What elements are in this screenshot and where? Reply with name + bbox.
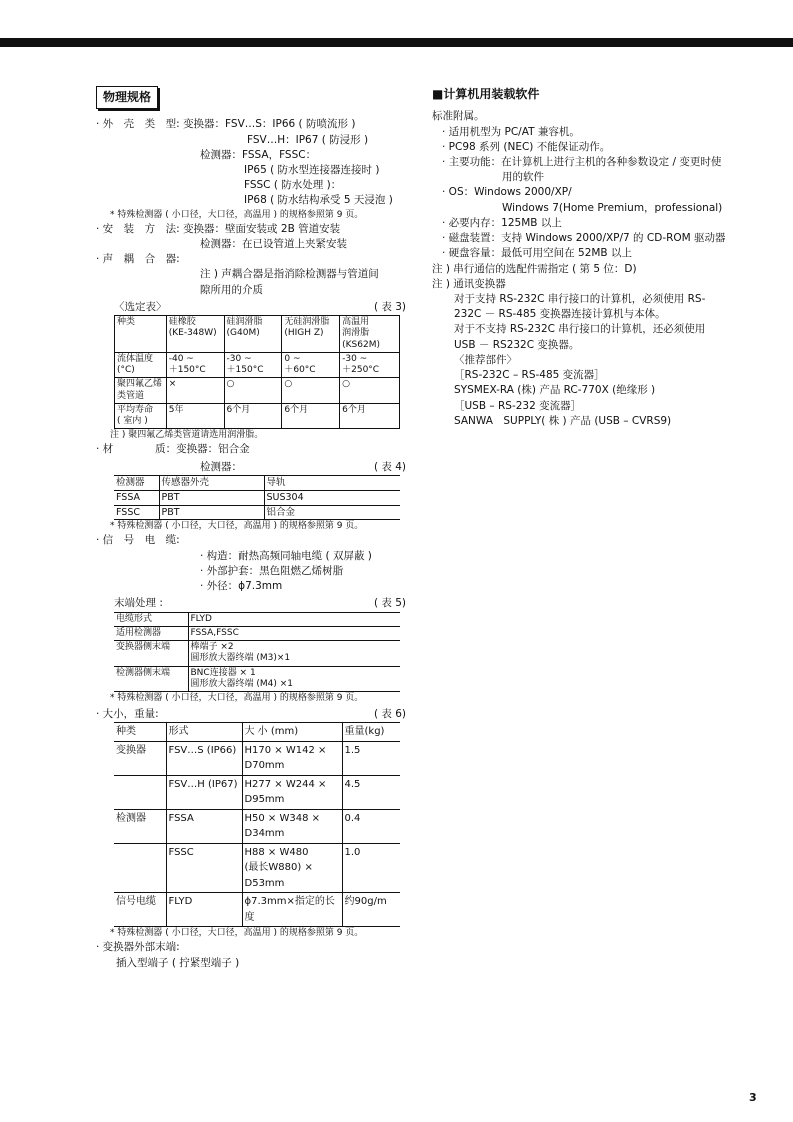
coupling-label: · 声 耦 合 器: bbox=[96, 253, 180, 266]
ext-label: · 变换器外部末端: bbox=[96, 941, 180, 954]
table3-row bbox=[115, 378, 400, 404]
material-row-2 bbox=[96, 460, 406, 475]
cable-line-1: · 外部护套：黑色阻燃乙烯树脂 bbox=[200, 564, 344, 577]
table6-caption-row bbox=[96, 707, 406, 722]
table4-cell: 铝合金 bbox=[264, 505, 400, 520]
table3-cell: 6个月 bbox=[224, 403, 282, 429]
table6-row bbox=[114, 741, 400, 775]
table6-cell: 变换器 bbox=[114, 741, 166, 775]
table6-cell bbox=[114, 843, 166, 893]
software-line: · 适用机型为 PC/AT 兼容机。 bbox=[442, 125, 580, 138]
housing-type-line-1: FSV…H：IP67 ( 防浸形 ) bbox=[247, 133, 369, 146]
table6-cell: FSSC bbox=[166, 843, 242, 893]
install-row bbox=[96, 222, 406, 237]
table4-cell: 检测器 bbox=[114, 475, 159, 490]
table3-cell: 6个月 bbox=[282, 403, 340, 429]
table6-cell: FSV…S (IP66) bbox=[166, 741, 242, 775]
table5-row bbox=[114, 641, 400, 667]
table6-cell: 信号电缆 bbox=[114, 893, 166, 927]
software-line: 用的软件 bbox=[502, 171, 544, 184]
table3-cell: 高温用 润滑脂 (KS62M) bbox=[340, 316, 400, 353]
table3-number: ( 表 3) bbox=[373, 300, 406, 313]
software-line: SANWA SUPPLY( 株 ) 产品 (USB – CVRS9) bbox=[454, 414, 672, 427]
special-detector-note-3: * 特殊检测器 ( 小口径，大口径，高温用 ) 的规格参照第 9 页。 bbox=[110, 693, 364, 704]
software-line: 注 ) 串行通信的选配件需指定 ( 第 5 位：D) bbox=[432, 262, 637, 275]
table3-cell: ○ bbox=[224, 378, 282, 404]
software-line: 标准附属。 bbox=[432, 110, 485, 123]
table3-caption: 〈选定表〉 bbox=[114, 300, 167, 313]
table6-cell: 重量(kg) bbox=[342, 723, 400, 742]
software-line: SYSMEX-RA (株) 产品 RC-770X (绝缘形 ) bbox=[454, 384, 656, 397]
table3-cell: 6个月 bbox=[340, 403, 400, 429]
coupling-line-1: 隙所用的介质 bbox=[200, 283, 263, 296]
table5-row bbox=[114, 666, 400, 692]
page-number: 3 bbox=[749, 1091, 757, 1104]
table3-row bbox=[115, 403, 400, 429]
term-label: 末端处理 : bbox=[114, 597, 163, 610]
table6-cell: H50 × W348 × D34mm bbox=[242, 809, 342, 843]
special-detector-note-1: * 特殊检测器 ( 小口径，大口径，高温用 ) 的规格参照第 9 页。 bbox=[110, 209, 364, 220]
table6-cell: 1.0 bbox=[342, 843, 400, 893]
table6-cell: 种类 bbox=[114, 723, 166, 742]
material-line-2: 检测器： bbox=[200, 460, 242, 473]
table6-row bbox=[114, 893, 400, 927]
table3-row bbox=[115, 352, 400, 378]
selection-table bbox=[114, 315, 400, 429]
left-column bbox=[96, 86, 406, 971]
table6-cell bbox=[114, 775, 166, 809]
table3-cell: -30 ~ ＋150°C bbox=[224, 352, 282, 378]
table6-cell: H88 × W480 (最长W880) × D53mm bbox=[242, 843, 342, 893]
table6-row bbox=[114, 843, 400, 893]
table3-cell: ○ bbox=[340, 378, 400, 404]
table4-row bbox=[114, 490, 400, 505]
table5-row bbox=[114, 626, 400, 640]
table3-cell: 硅橡胶 (KE-348W) bbox=[166, 316, 224, 353]
table3-caption-row bbox=[96, 300, 406, 315]
table6-row bbox=[114, 775, 400, 809]
table4-cell: PBT bbox=[159, 490, 264, 505]
software-line: 对于不支持 RS-232C 串行接口的计算机，还必须使用 bbox=[454, 323, 706, 336]
table6-row bbox=[114, 723, 400, 742]
table4-cell: FSSA bbox=[114, 490, 159, 505]
housing-type-row bbox=[96, 117, 406, 132]
table6-cell: FSSA bbox=[166, 809, 242, 843]
material-table bbox=[114, 475, 400, 521]
table6-row bbox=[114, 809, 400, 843]
software-line: 对于支持 RS-232C 串行接口的计算机，必须使用 RS- bbox=[454, 293, 706, 306]
special-detector-note-2: * 特殊检测器 ( 小口径，大口径，高温用 ) 的规格参照第 9 页。 bbox=[110, 521, 364, 532]
table5-cell: 适用检测器 bbox=[114, 626, 188, 640]
software-line: · 必要内存：125MB 以上 bbox=[442, 216, 562, 229]
software-line: Windows 7(Home Premium，professional) bbox=[502, 201, 723, 214]
install-line-0: 变换器：壁面安装或 2B 管道安装 bbox=[183, 222, 341, 235]
table3-cell: 流体温度 (°C) bbox=[115, 352, 167, 378]
software-title: ■计算机用装载软件 bbox=[432, 87, 540, 101]
table6-cell: H170 × W142 × D70mm bbox=[242, 741, 342, 775]
software-line: 232C － RS-485 变换器连接计算机与本体。 bbox=[454, 308, 666, 321]
software-line: · PC98 系列 (NEC) 不能保证动作。 bbox=[442, 140, 611, 153]
termination-table bbox=[114, 612, 400, 693]
software-line: 〈推荐部件〉 bbox=[454, 353, 517, 366]
size-label: · 大小，重量: bbox=[96, 708, 159, 721]
software-line: 注 ) 通讯变换器 bbox=[432, 277, 506, 290]
software-line: USB － RS232C 变换器。 bbox=[454, 338, 580, 351]
table5-cell: 棒端子 ×2 圆形放大器终端 (M3)×1 bbox=[188, 641, 400, 667]
table5-caption-row bbox=[96, 596, 406, 611]
software-lines bbox=[432, 109, 752, 429]
special-detector-note-4: * 特殊检测器 ( 小口径，大口径，高温用 ) 的规格参照第 9 页。 bbox=[110, 928, 364, 939]
software-line: ［RS-232C – RS-485 变流器］ bbox=[454, 369, 605, 382]
table6-cell: 0.4 bbox=[342, 809, 400, 843]
cable-label: · 信 号 电 缆: bbox=[96, 534, 180, 547]
table4-cell: FSSC bbox=[114, 505, 159, 520]
table4-cell: SUS304 bbox=[264, 490, 400, 505]
table4-row bbox=[114, 505, 400, 520]
table6-cell: ϕ7.3mm×指定的长 度 bbox=[242, 893, 342, 927]
housing-type-line-4: FSSC ( 防水处理 )： bbox=[244, 179, 342, 192]
table4-number: ( 表 4) bbox=[373, 460, 406, 473]
cable-line-2: · 外径：ϕ7.3mm bbox=[200, 580, 283, 593]
ext-line: 插入型端子 ( 拧紧型端子 ) bbox=[116, 956, 240, 969]
table3-cell: 平均寿命 ( 室内 ) bbox=[115, 403, 167, 429]
table5-number: ( 表 5) bbox=[373, 597, 406, 610]
table5-cell: 电缆形式 bbox=[114, 612, 188, 626]
coupling-line-0: 注 ) 声耦合器是指消除检测器与管道间 bbox=[200, 268, 379, 281]
table3-cell: 5年 bbox=[166, 403, 224, 429]
table5-row bbox=[114, 612, 400, 626]
table5-cell: FLYD bbox=[188, 612, 400, 626]
table6-cell: FSV…H (IP67) bbox=[166, 775, 242, 809]
header-bar bbox=[0, 38, 793, 47]
size-weight-table bbox=[114, 722, 400, 927]
table6-cell: 4.5 bbox=[342, 775, 400, 809]
table5-cell: FSSA,FSSC bbox=[188, 626, 400, 640]
table3-cell: 聚四氟乙烯 类管道 bbox=[115, 378, 167, 404]
housing-type-line-5: IP68 ( 防水结构承受 5 天浸泡 ) bbox=[244, 194, 393, 207]
table3-cell: 无硅润滑脂 (HIGH Z) bbox=[282, 316, 340, 353]
software-line: ［USB – RS-232 变流器］ bbox=[454, 399, 582, 412]
table3-cell: -30 ~ ＋250°C bbox=[340, 352, 400, 378]
housing-type-line-2: 检测器：FSSA，FSSC： bbox=[200, 148, 317, 161]
install-line-1: 检测器：在已设管道上夹紧安装 bbox=[200, 237, 347, 250]
housing-type-line-0: 变换器：FSV…S：IP66 ( 防喷流形 ) bbox=[183, 118, 356, 131]
table6-number: ( 表 6) bbox=[373, 708, 406, 721]
table5-cell: 变换器侧末端 bbox=[114, 641, 188, 667]
table6-cell: 约90g/m bbox=[342, 893, 400, 927]
software-line: · OS：Windows 2000/XP/ bbox=[442, 186, 572, 199]
software-line: · 硬盘容量：最低可用空间在 52MB 以上 bbox=[442, 247, 632, 260]
install-label: · 安 装 方 法: bbox=[96, 222, 180, 235]
table3-cell: 硅润滑脂 (G40M) bbox=[224, 316, 282, 353]
table6-cell: FLYD bbox=[166, 893, 242, 927]
table6-cell: 形式 bbox=[166, 723, 242, 742]
section-title-physical: 物理规格 bbox=[96, 86, 158, 109]
software-line: · 磁盘装置：支持 Windows 2000/XP/7 的 CD-ROM 驱动器 bbox=[442, 232, 726, 245]
right-column bbox=[432, 86, 752, 429]
table4-cell: PBT bbox=[159, 505, 264, 520]
housing-type-line-3: IP65 ( 防水型连接器连接时 ) bbox=[244, 164, 380, 177]
table3-cell: × bbox=[166, 378, 224, 404]
material-line-1: · 材 质：变换器：铝合金 bbox=[96, 443, 250, 456]
table3-row bbox=[115, 316, 400, 353]
table3-cell: 0 ~ ＋60°C bbox=[282, 352, 340, 378]
table3-cell: ○ bbox=[282, 378, 340, 404]
housing-type-label: · 外 壳 类 型: bbox=[96, 118, 180, 131]
table3-cell: -40 ~ ＋150°C bbox=[166, 352, 224, 378]
table5-cell: BNC连接器 × 1 圆形放大器终端 (M4) ×1 bbox=[188, 666, 400, 692]
table3-cell: 种类 bbox=[115, 316, 167, 353]
table6-cell: 大 小 (mm) bbox=[242, 723, 342, 742]
table4-cell: 导轨 bbox=[264, 475, 400, 490]
table3-note: 注 ) 聚四氟乙烯类管道请选用润滑脂。 bbox=[110, 430, 264, 441]
table4-row bbox=[114, 475, 400, 490]
table6-cell: H277 × W244 × D95mm bbox=[242, 775, 342, 809]
cable-line-0: · 构造：耐热高频同轴电缆 ( 双屏蔽 ) bbox=[200, 549, 372, 562]
table4-cell: 传感器外壳 bbox=[159, 475, 264, 490]
table6-cell: 检测器 bbox=[114, 809, 166, 843]
table5-cell: 检测器侧末端 bbox=[114, 666, 188, 692]
table6-cell: 1.5 bbox=[342, 741, 400, 775]
software-line: · 主要功能：在计算机上进行主机的各种参数设定 / 变更时使 bbox=[442, 156, 722, 169]
